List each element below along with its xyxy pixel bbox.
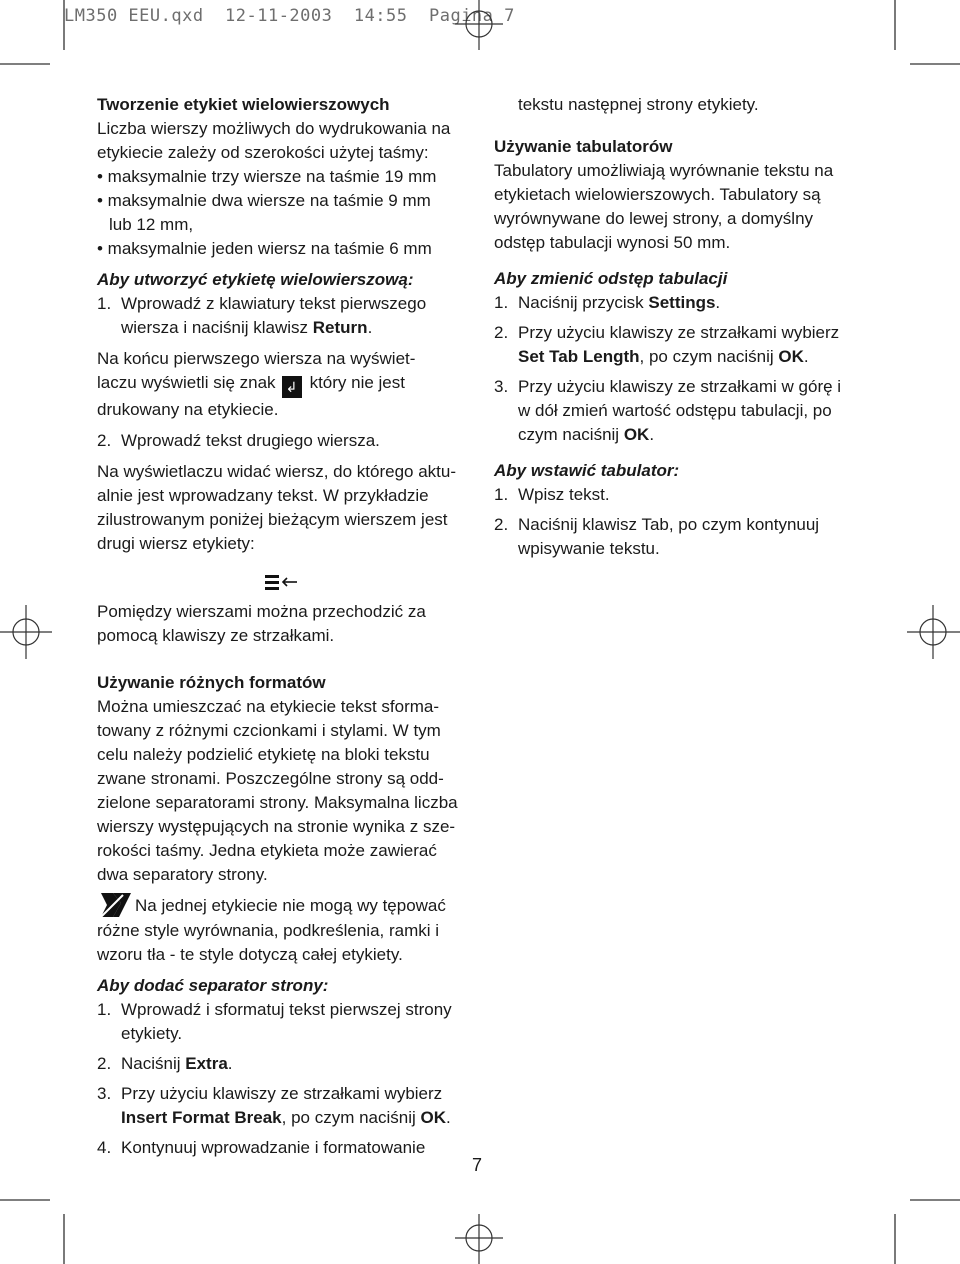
howto-heading: Aby zmienić odstęp tabulacji xyxy=(494,269,728,288)
note-block: Na końcu pierwszego wiersza na wyświet- laczu wyświetli się znak ↲ który nie jest drukowany na etykiecie. xyxy=(97,349,416,419)
step-item: 1. Wpisz tekst. xyxy=(494,485,610,504)
step-item: 4. Kontynuuj wprowadzanie i formatowanie xyxy=(97,1138,426,1157)
body-text: pomocą klawiszy ze strzałkami. xyxy=(97,626,335,645)
line-cursor-icon xyxy=(265,573,299,593)
step-item: 2. Naciśnij Extra. xyxy=(97,1054,233,1073)
howto-heading: Aby utworzyć etykietę wielowierszową: xyxy=(97,270,414,289)
body-text: Pomiędzy wierszami można przechodzić za xyxy=(97,602,426,621)
step-item: 1. Naciśnij przycisk Settings. xyxy=(494,293,721,312)
step-item: 2. Naciśnij klawisz Tab, po czym kontynuuj wpisywanie tekstu. xyxy=(494,515,820,558)
bullet-item-cont: lub 12 mm, xyxy=(109,215,194,234)
step-item: 3. Przy użyciu klawiszy ze strzałkami w górę i w dół zmień wartość odstępu tabulacji, po czym naciśnij OK. xyxy=(494,377,842,444)
registration-mark-left xyxy=(0,605,52,659)
step-item: 1. Wprowadź i sformatuj tekst pierwszej strony etykiety. xyxy=(97,1000,452,1043)
page-number: 7 xyxy=(472,1155,483,1175)
body-text: Liczba wierszy możliwych do wydrukowania na xyxy=(97,119,451,138)
warning-text: Na jednej etykiecie nie mogą wy tępować xyxy=(135,896,446,915)
print-slug: LM350 EEU.qxd 12-11-2003 14:55 Pagina 7 xyxy=(64,6,515,26)
howto-heading: Aby dodać separator strony: xyxy=(97,976,329,995)
step-item: 2. Wprowadź tekst drugiego wiersza. xyxy=(97,431,380,450)
warning-icon xyxy=(97,891,131,919)
return-key-icon: ↲ xyxy=(282,376,302,398)
bullet-item: • maksymalnie dwa wiersze na taśmie 9 mm xyxy=(97,191,431,210)
step-item: 2. Przy użyciu klawiszy ze strzałkami wybierz Set Tab Length, po czym naciśnij OK. xyxy=(494,323,840,366)
bullet-item: • maksymalnie trzy wiersze na taśmie 19 mm xyxy=(97,167,437,186)
registration-mark-right xyxy=(907,605,960,659)
right-column: tekstu następnej strony etykiety. Używanie tabulatorów Tabulatory umożliwiają wyrównanie tekstu na etykietach wielowierszowych. Tabulatory są wyrównywane do lewej strony, a domyślny odstęp tabulacji wynosi 50 mm. Aby zmienić odstęp tabulacji 1. Naciśnij przycisk Settings. 2. Przy użyciu klawiszy ze strzałkami wybierz Set Tab Length, po czym naciśnij OK. 3. Przy użyciu klawiszy ze strzałkami w górę i w dół zmień wartość odstępu tabulacji, po czym naciśnij OK. Aby wstawić tabulator: 1. Wpisz tekst. 2. Naciśnij klawisz Tab, po czym kontynuuj wpisywanie tekstu. xyxy=(494,93,874,561)
howto-heading: Aby wstawić tabulator: xyxy=(494,461,680,480)
section-title-formats: Używanie różnych formatów xyxy=(97,673,326,692)
body-text: etykiecie zależy od szerokości użytej taśmy: xyxy=(97,143,429,162)
step-item: 1. Wprowadź z klawiatury tekst pierwszego wiersza i naciśnij klawisz Return. xyxy=(97,294,427,337)
section-title-multiline: Tworzenie etykiet wielowierszowych xyxy=(97,95,390,114)
bullet-item: • maksymalnie jeden wiersz na taśmie 6 mm xyxy=(97,239,432,258)
left-column: Tworzenie etykiet wielowierszowych Liczba wierszy możliwych do wydrukowania na etykiecie zależy od szerokości użytej taśmy: • maksymalnie trzy wiersze na taśmie 19 mm • maksymalnie dwa wiersze na taśmie 9 mm lub 12 mm, • maksymalnie jeden wiersz na taśmie 6 mm Aby utworzyć etykietę wielowierszową: 1. Wprowadź z klawiatury tekst pierwszego wiersza i naciśnij klawisz Return. Na końcu pierwszego wiersza na wyświet- laczu wyświetli się znak ↲ który nie jest drukowany na etykiecie. 2. Wprowadź tekst drugiego wiersza. Na wyświetlaczu widać wiersz, do którego aktu- alnie jest wprowadzany tekst. W przykładzie zilustrowanym poniżej bieżącym wierszem jest drugi wiersz etykiety: Pomiędzy wierszami można przechodzić za pomocą klawiszy ze strzałkami. Używanie różnych formatów Można umieszczać na etykiecie tekst sformа- towany z różnymi czcionkami i stylami. W tym celu należy podzielić etykietę na bloki tekstu zwane stronami. Poszczególne strony są odd- zielone separatorami strony. Maksymalna liczba wierszy występujących na stronie wynika z sze- rokości taśmy. Jedna etykieta może zawierać dwa separatory strony. Na jednej etykiecie nie mogą wy tępować różne style wyrównania, podkreślenia, ramki i wzoru tła - te style dotyczą całej etykiety. Aby dodać separator strony: 1. Wprowadź i sformatuj tekst pierwszej strony etykiety. 2. Naciśnij Extra. 3. Przy użyciu klawiszy ze strzałkami wybierz Insert Format Break, po czym naciśnij OK. 4. Kontynuuj wprowadzanie i formatowanie xyxy=(97,93,477,1160)
body-text: tekstu następnej strony etykiety. xyxy=(518,95,759,114)
registration-mark-bottom xyxy=(455,1214,503,1264)
display-illustration xyxy=(97,556,477,600)
section-title-tabs: Używanie tabulatorów xyxy=(494,137,673,156)
step-item: 3. Przy użyciu klawiszy ze strzałkami wybierz Insert Format Break, po czym naciśnij OK. xyxy=(97,1084,451,1127)
paragraph: Na wyświetlaczu widać wiersz, do którego aktu- alnie jest wprowadzany tekst. W przykładzie zilustrowanym poniżej bieżącym wierszem jest drugi wiersz etykiety: xyxy=(97,462,457,553)
registration-mark-top xyxy=(455,0,503,50)
